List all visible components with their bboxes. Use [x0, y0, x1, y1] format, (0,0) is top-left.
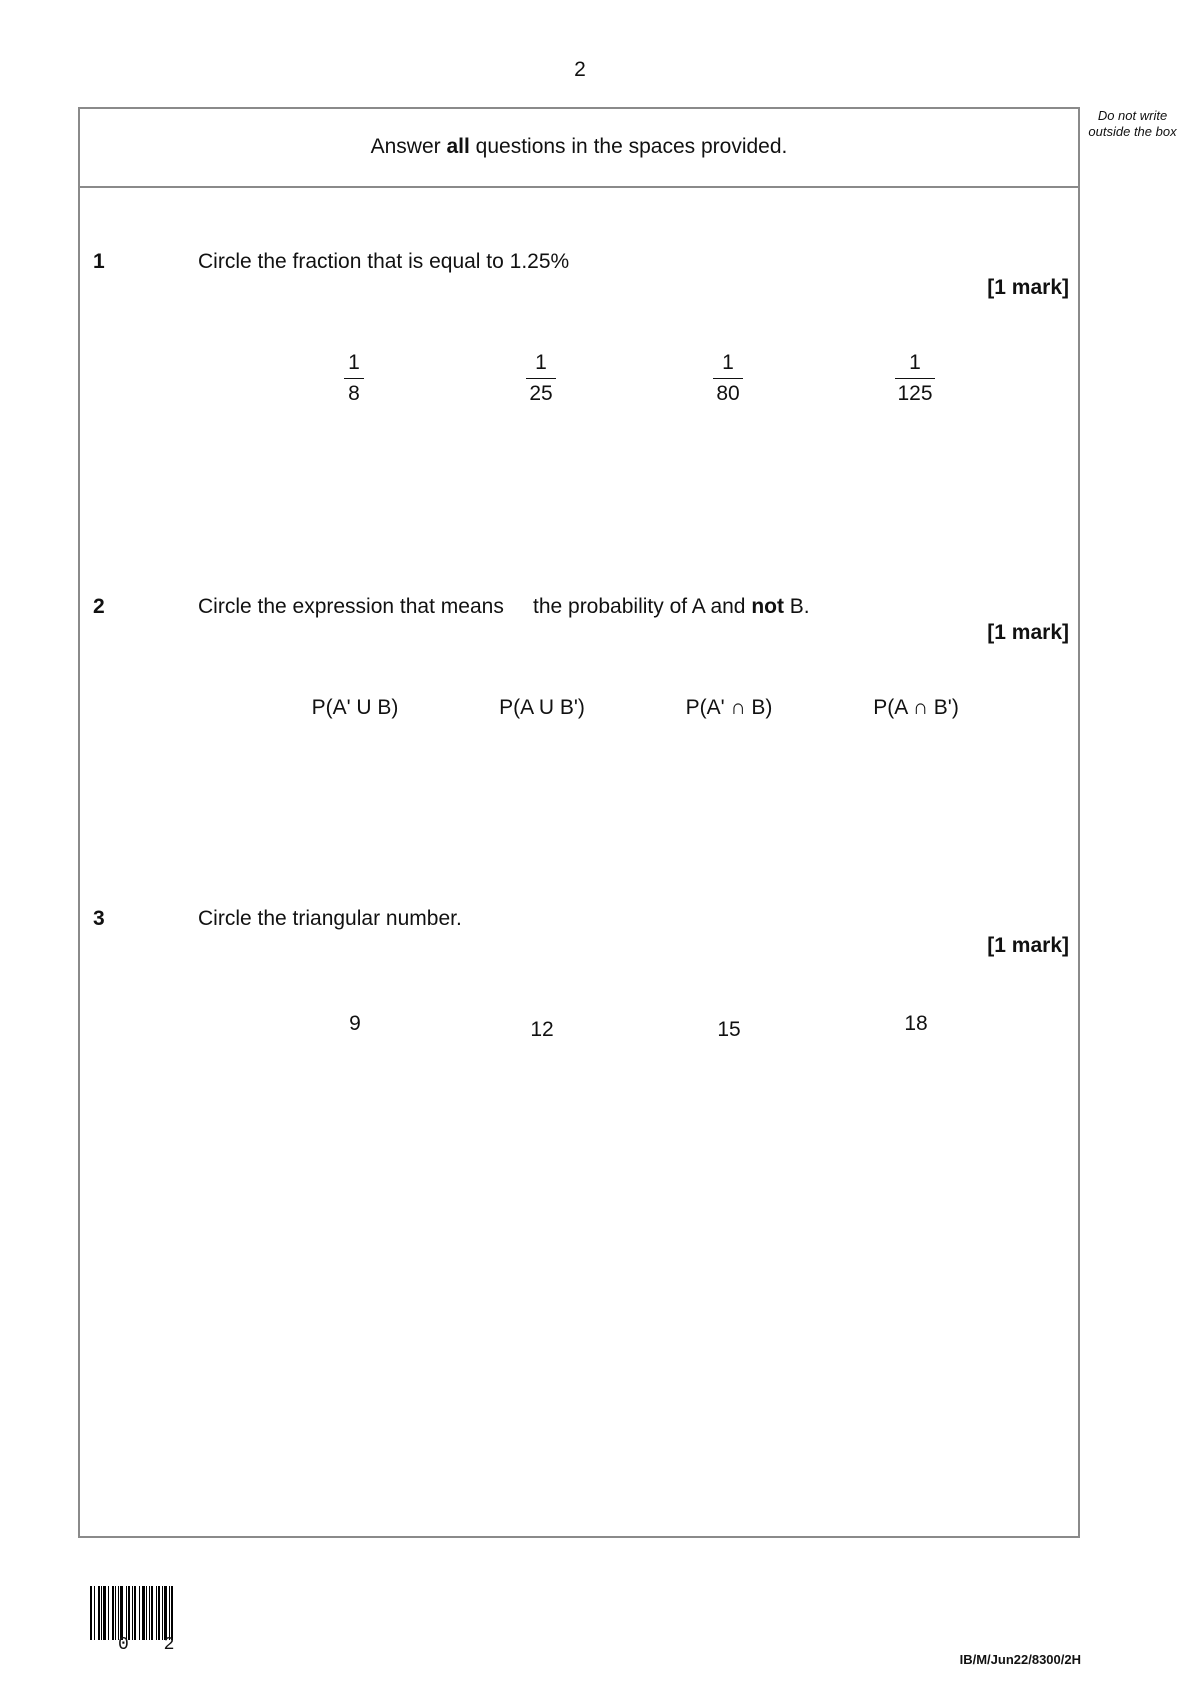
instruction-box	[80, 109, 1078, 188]
question-2-text-after: B.	[783, 595, 810, 618]
page-number: 2	[574, 58, 586, 81]
instruction-bold: all	[446, 135, 470, 158]
instruction-before: Answer	[370, 135, 447, 158]
question-3-number: 3	[93, 907, 105, 930]
question-3-text: Circle the triangular number.	[198, 907, 462, 930]
fraction-numerator: 1	[348, 351, 360, 374]
fraction-numerator: 1	[722, 351, 734, 374]
expression-option[interactable]: P(A' ∩ B)	[685, 696, 773, 719]
question-3-marks: [1 mark]	[987, 934, 1069, 957]
fraction-bar	[526, 378, 556, 379]
instruction-after: questions in the spaces provided.	[469, 135, 788, 158]
fraction-option[interactable]	[501, 350, 581, 407]
fraction-numerator: 1	[535, 351, 547, 374]
footer-code: IB/M/Jun22/8300/2H	[959, 1652, 1081, 1667]
barcode-digits: 0 2	[118, 1635, 187, 1655]
fraction-option[interactable]	[314, 350, 394, 407]
question-2-text	[198, 595, 810, 619]
instruction-text	[80, 135, 1078, 159]
question-1-text: Circle the fraction that is equal to 1.25%	[198, 250, 570, 273]
expression-option[interactable]: P(A' U B)	[311, 696, 399, 719]
question-2-marks: [1 mark]	[987, 621, 1069, 644]
fraction-numerator: 1	[909, 351, 921, 374]
fraction-bar	[344, 378, 364, 379]
number-option[interactable]: 15	[717, 1018, 741, 1041]
answer-frame	[78, 107, 1080, 1538]
margin-note: Do not write outside the box	[1088, 108, 1177, 139]
number-option[interactable]: 9	[349, 1012, 361, 1035]
fraction-denominator: 80	[716, 382, 740, 405]
number-option[interactable]: 12	[530, 1018, 554, 1041]
question-2-text-bold: not	[751, 595, 784, 618]
fraction-option[interactable]	[688, 350, 768, 407]
question-2-number: 2	[93, 595, 105, 618]
fraction-denominator: 125	[897, 382, 933, 405]
number-option[interactable]: 18	[904, 1012, 928, 1035]
fraction-option[interactable]	[875, 350, 955, 407]
fraction-denominator: 8	[348, 382, 360, 405]
fraction-denominator: 25	[529, 382, 553, 405]
fraction-bar	[895, 378, 935, 379]
fraction-bar	[713, 378, 743, 379]
barcode	[90, 1586, 173, 1640]
question-2-text-before: Circle the expression that means the probability of A and	[198, 595, 752, 618]
expression-option[interactable]: P(A ∩ B')	[873, 696, 959, 719]
expression-option[interactable]: P(A U B')	[499, 696, 585, 719]
question-1-marks: [1 mark]	[987, 276, 1069, 299]
question-1-number: 1	[93, 250, 105, 273]
